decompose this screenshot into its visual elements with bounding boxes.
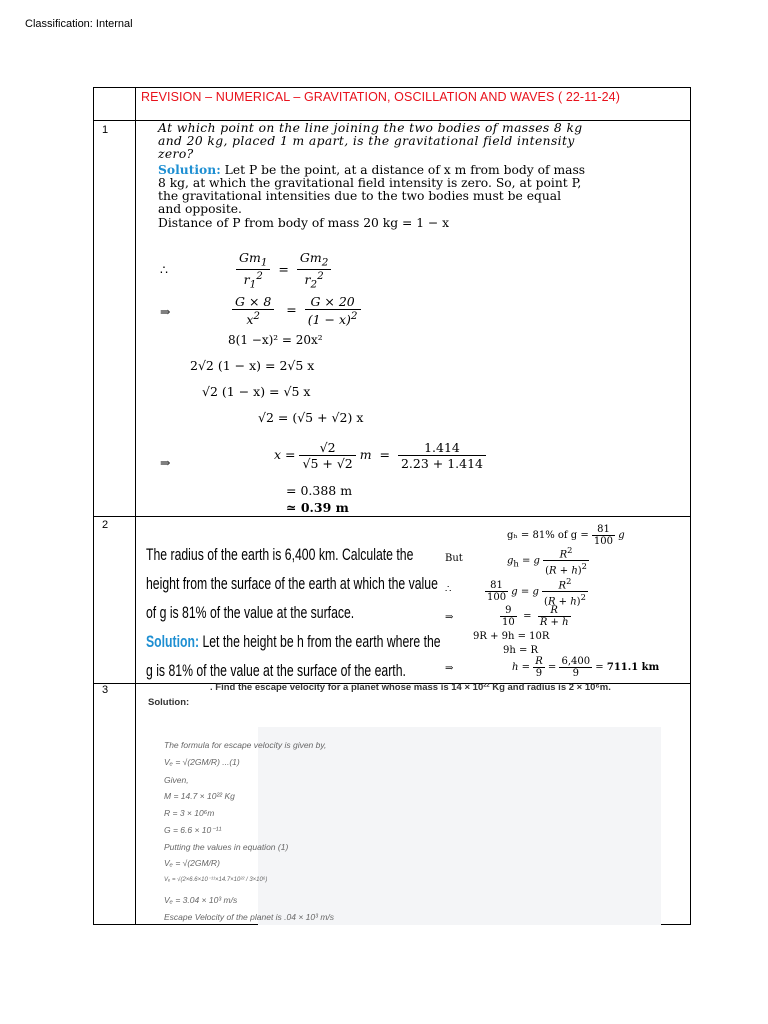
solution-line: Vₑ = √(2GM/R) bbox=[164, 858, 220, 868]
fraction-denominator: 100 bbox=[593, 536, 614, 547]
final-answer: 711.1 km bbox=[606, 662, 660, 673]
solution-box bbox=[258, 727, 661, 925]
equation-1: $\frac{Gm_1}{r_1^2}$ = $\frac{Gm_2}{r_2^2}$ bbox=[236, 250, 331, 290]
equation-3: 8(1 −x)² = 20x² bbox=[228, 333, 323, 347]
solution-line: Vₑ = 3.04 × 10³ m/s bbox=[164, 895, 238, 905]
fraction-denominator: 100 bbox=[487, 592, 507, 604]
q2-but-label: But bbox=[445, 553, 463, 564]
equation-4: 2√2 (1 − x) = 2√5 x bbox=[190, 358, 315, 373]
question-3 bbox=[148, 681, 668, 709]
question-text: . Find the escape velocity for a planet whose mass is 14 × 10²² Kg and radius is 2 × 10⁶m. bbox=[210, 682, 611, 693]
therefore-symbol: ∴ bbox=[445, 584, 452, 595]
fraction-denominator: √5 + √2 bbox=[302, 456, 353, 471]
fraction-denominator: 9 bbox=[572, 668, 579, 679]
equation-6: √2 = (√5 + √2) x bbox=[258, 410, 364, 425]
row-number: 1 bbox=[102, 124, 109, 136]
question-1 bbox=[158, 122, 588, 230]
question-text: The radius of the earth is 6,400 km. Calculate the height from the surface of the earth at which the value of g is 81% of the value at the surface. bbox=[146, 545, 438, 622]
solution-text: Let P be the point, at a distance of x m from body of mass 8 kg, at which the gravitational field intensity is zero. So, at point P, the gravitational intensities due to the two bodies must be equal and opposite. bbox=[158, 163, 586, 216]
solution-line: Vₑ = √(2×6.6×10⁻¹¹×14.7×10²² / 3×10⁶) bbox=[164, 877, 268, 883]
equation-8: = 0.388 m bbox=[286, 483, 353, 498]
equation-2: $\frac{G \times 8}{x^2}$ = $\frac{G \times 20}{(1 - x)^2}$ bbox=[232, 294, 361, 327]
implies-symbol: ⇒ bbox=[160, 304, 171, 319]
therefore-symbol: ∴ bbox=[160, 262, 168, 277]
q2-equation-6: 9h = R bbox=[503, 645, 539, 656]
q2-equation-3: $\frac{81}{100}$ g = g $\frac{R^2}{(R + h)^2}$ bbox=[487, 576, 586, 608]
classification-label: Classification: Internal bbox=[25, 18, 133, 30]
solution-line: The formula for escape velocity is given by, bbox=[164, 740, 327, 750]
q2-equation-5: 9R + 9h = 10R bbox=[473, 631, 550, 642]
equation-text: gₕ = 81% of g = bbox=[507, 530, 589, 541]
equation-7: x = $\frac{√2}{√5 + √2}$ m = $\frac{1.414}{2.23 + 1.414}$ bbox=[274, 440, 486, 471]
final-answer: ≃ 0.39 m bbox=[286, 500, 349, 515]
solution-line: Escape Velocity of the planet is .04 × 10³ m/s bbox=[164, 912, 335, 922]
solution-paragraph bbox=[158, 163, 588, 216]
fraction-numerator: 81 bbox=[485, 580, 508, 592]
row-number: 2 bbox=[102, 519, 109, 531]
solution-line: G = 6.6 × 10⁻¹¹ bbox=[164, 825, 222, 835]
implies-symbol: ⇒ bbox=[445, 612, 454, 623]
page-title: REVISION – NUMERICAL – GRAVITATION, OSCILLATION AND WAVES ( 22-11-24) bbox=[141, 90, 620, 104]
solution-line: Putting the values in equation (1) bbox=[164, 842, 289, 852]
fraction-numerator: 9 bbox=[500, 605, 517, 617]
solution-line: R = 3 × 10⁶m bbox=[164, 808, 215, 818]
fraction-denominator: 10 bbox=[502, 617, 515, 628]
row-number: 3 bbox=[102, 684, 109, 696]
solution-label: Solution: bbox=[148, 697, 190, 708]
implies-symbol: ⇒ bbox=[160, 455, 171, 470]
solution-label: Solution: bbox=[146, 632, 200, 651]
solution-label: Solution: bbox=[158, 162, 221, 177]
question-2 bbox=[146, 540, 441, 685]
q2-equation-2: $g_h = g$ $\frac{R^2}{(R + h)^2}$ bbox=[507, 545, 587, 577]
q2-equation-4: $\frac{9}{10}$ = $\frac{R}{R + h}$ bbox=[502, 605, 569, 628]
implies-symbol: ⇒ bbox=[445, 663, 454, 674]
row-divider bbox=[93, 516, 691, 517]
fraction-numerator: 81 bbox=[592, 524, 615, 536]
q2-equation-7: h = $\frac{R}{9}$ = $\frac{6,400}{9}$ = 711.1 km bbox=[512, 656, 660, 679]
fraction-numerator: √2 bbox=[299, 440, 355, 456]
fraction-numerator: 6,400 bbox=[561, 656, 591, 667]
q2-equation-1: gₕ = 81% of g = $\frac{81}{100}$ g bbox=[507, 524, 625, 547]
column-divider bbox=[135, 87, 136, 925]
question-text: At which point on the line joining the two bodies of masses 8 kg and 20 kg, placed 1 m apart, is the gravitational field intensity zero? bbox=[158, 121, 583, 161]
fraction-numerator: 1.414 bbox=[398, 440, 486, 456]
solution-line: Given, bbox=[164, 775, 189, 785]
distance-line: Distance of P from body of mass 20 kg = 1 − x bbox=[158, 216, 450, 230]
equation-5: √2 (1 − x) = √5 x bbox=[202, 384, 311, 399]
solution-text: Let the height be h from the earth where the g is 81% of the value at the surface of the earth. bbox=[146, 632, 441, 680]
solution-paragraph bbox=[146, 627, 441, 685]
fraction-denominator: 2.23 + 1.414 bbox=[400, 456, 484, 471]
solution-line: Vₑ = √(2GM/R) ...(1) bbox=[164, 757, 240, 767]
fraction-denominator: 9 bbox=[535, 668, 543, 679]
solution-line: M = 14.7 × 10²² Kg bbox=[164, 791, 235, 801]
